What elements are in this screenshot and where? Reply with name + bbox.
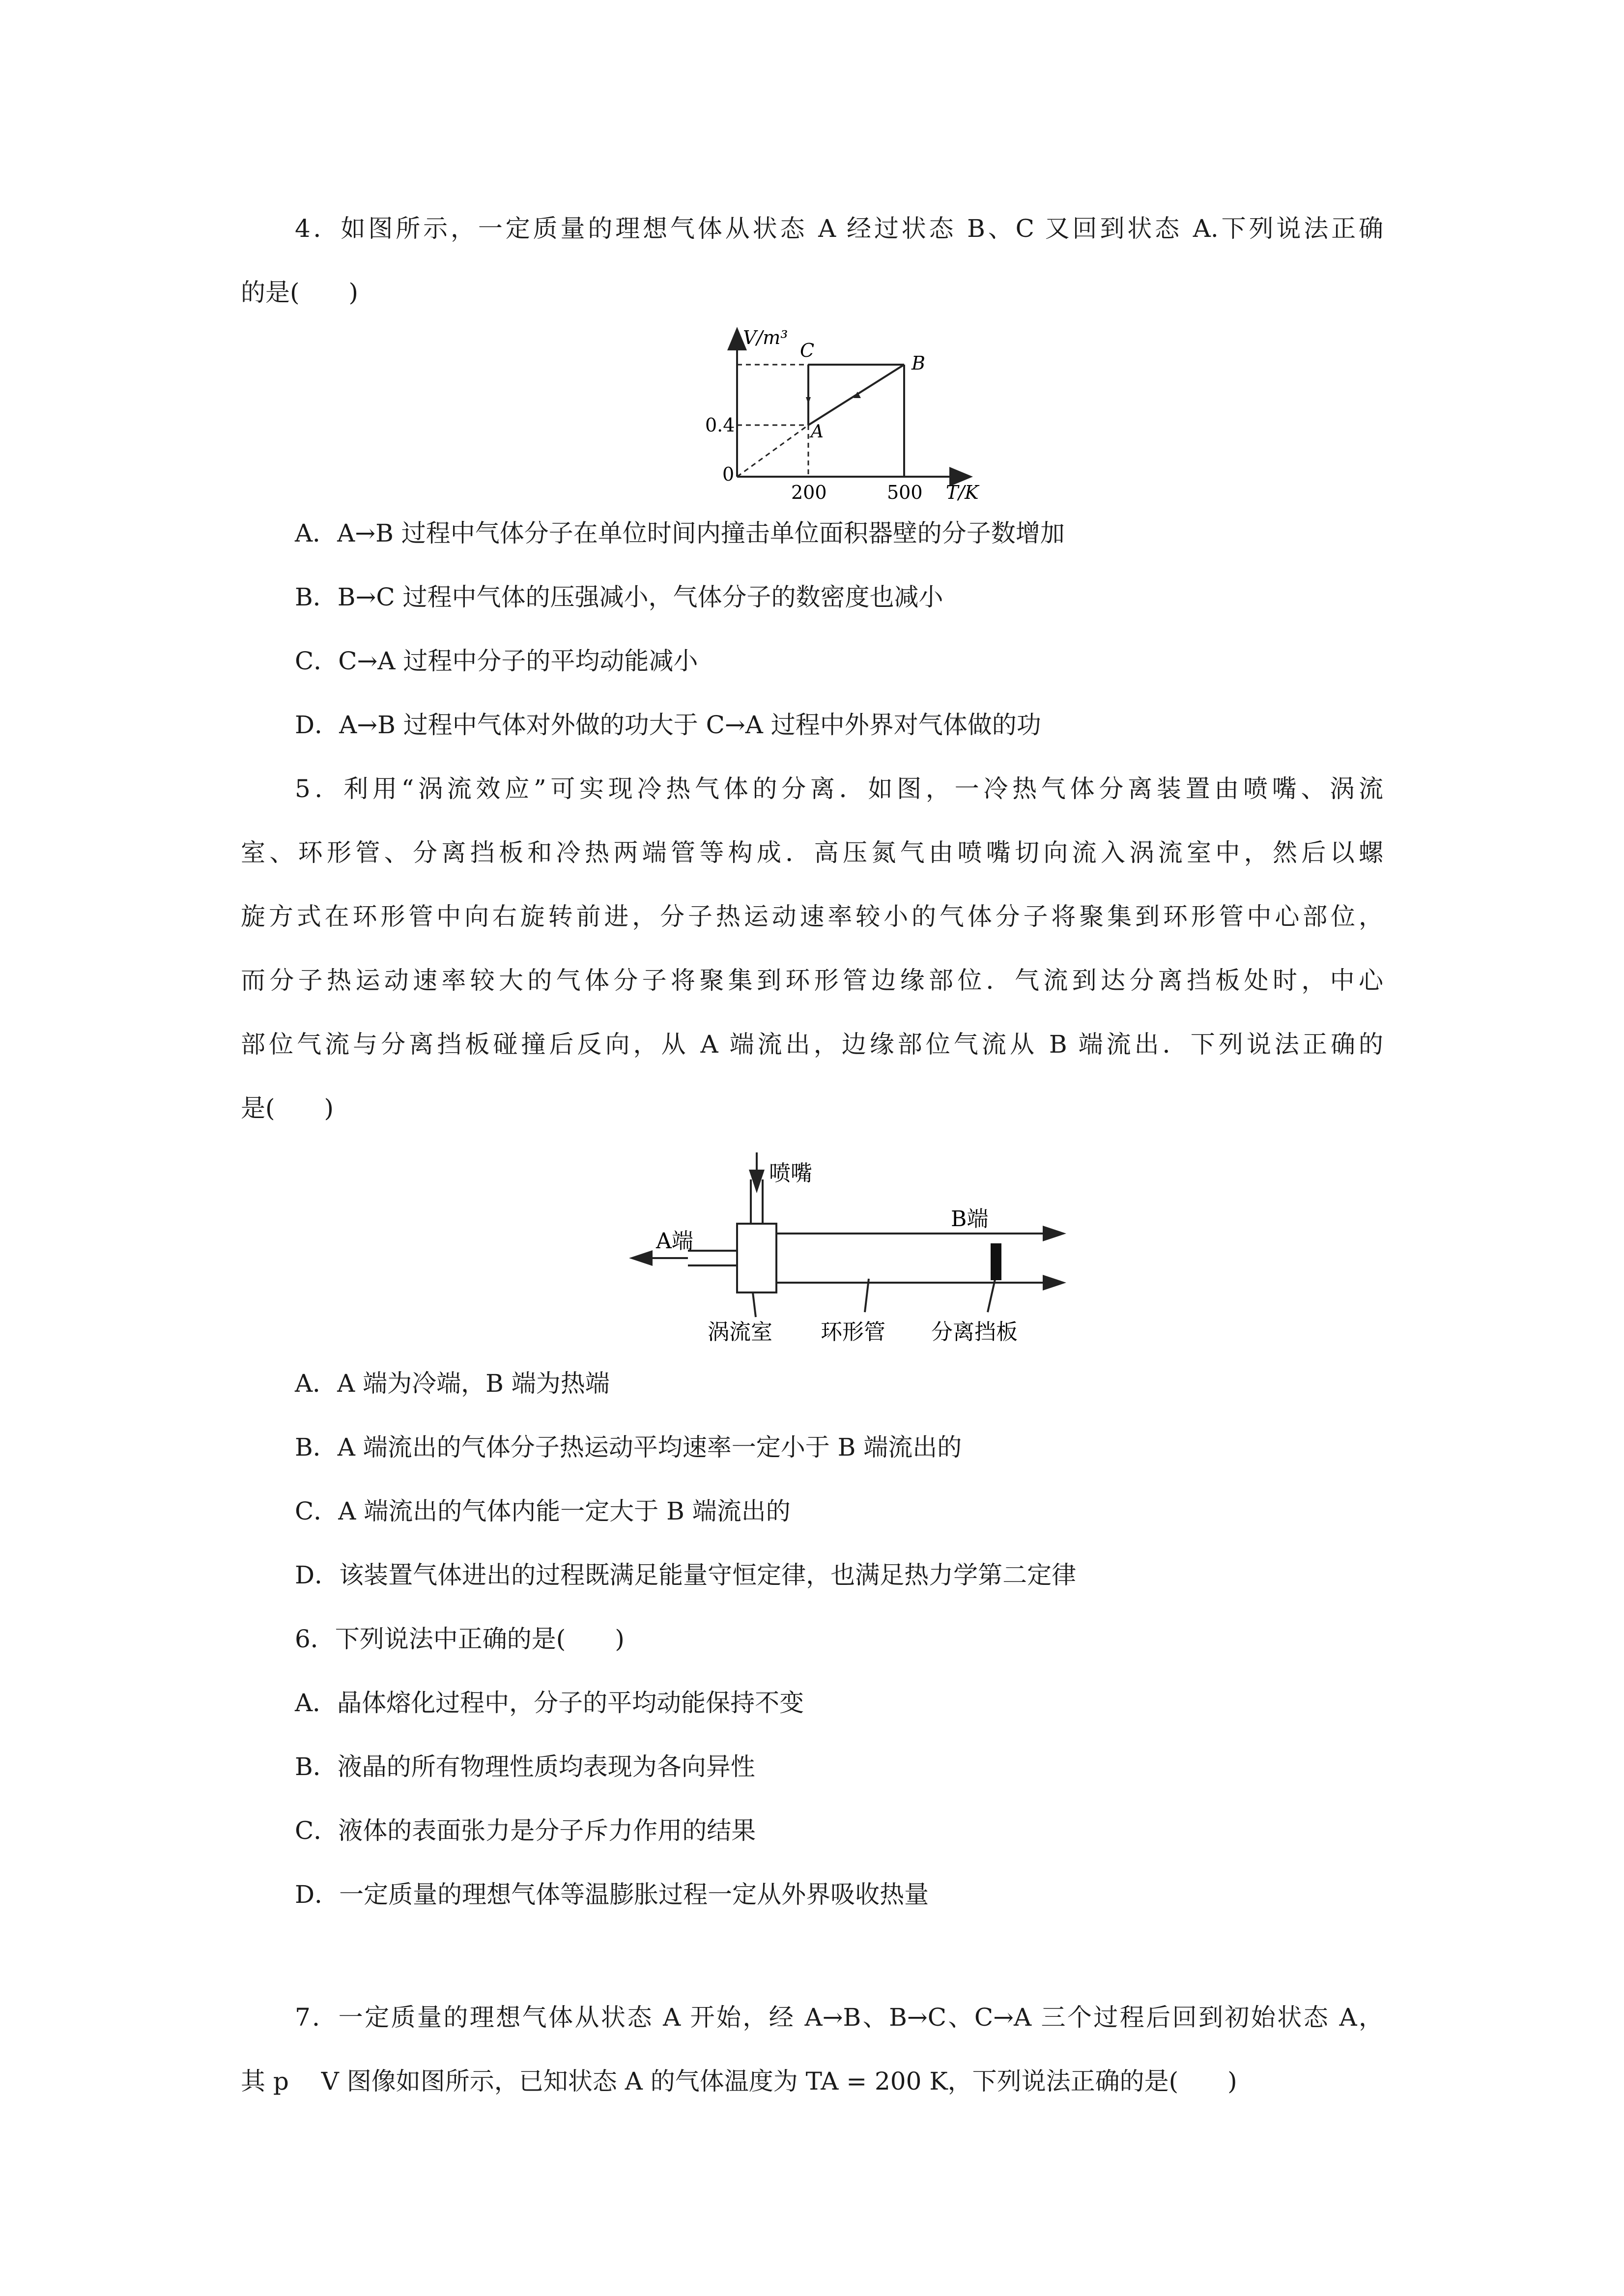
q4-vt-graph bbox=[688, 324, 1002, 501]
q5-option-d: D．该装置气体进出的过程既满足能量守恒定律，也满足热力学第二定律 bbox=[295, 1561, 1077, 1589]
dashed-guides bbox=[737, 365, 808, 477]
process-lines bbox=[808, 365, 904, 477]
q4-option-b: B．B→C 过程中气体的压强减小，气体分子的数密度也减小 bbox=[295, 583, 943, 611]
q4-option-a: A．A→B 过程中气体分子在单位时间内撞击单位面积器壁的分子数增加 bbox=[295, 519, 1065, 547]
y-tick-label: 0.4 bbox=[705, 414, 735, 436]
q5-stem-line-5: 部位气流与分离挡板碰撞后反向，从 A 端流出，边缘部位气流从 B 端流出．下列说法正确的 bbox=[241, 1030, 1383, 1059]
point-c-label: C bbox=[800, 340, 815, 361]
point-a-label: A bbox=[811, 422, 824, 442]
q6-option-b: B．液晶的所有物理性质均表现为各向异性 bbox=[295, 1752, 755, 1781]
q5-option-a: A．A 端为冷端，B 端为热端 bbox=[295, 1369, 610, 1398]
vortex-chamber bbox=[737, 1224, 776, 1292]
b-end-label: B端 bbox=[951, 1206, 989, 1232]
x-tick-500: 500 bbox=[887, 482, 923, 501]
point-b-label: B bbox=[912, 352, 925, 374]
x-axis-label: T/K bbox=[946, 482, 979, 501]
vortex-chamber-label: 涡流室 bbox=[708, 1320, 772, 1345]
q5-option-b: B．A 端流出的气体分子热运动平均速率一定小于 B 端流出的 bbox=[295, 1433, 962, 1462]
x-tick-200: 200 bbox=[791, 482, 827, 501]
q4-option-d: D．A→B 过程中气体对外做的功大于 C→A 过程中外界对气体做的功 bbox=[295, 711, 1041, 739]
q5-stem-line-6: 是( ) bbox=[241, 1094, 334, 1122]
origin-label: 0 bbox=[722, 463, 735, 485]
q7-stem-line-1: 7．一定质量的理想气体从状态 A 开始，经 A→B、B→C、C→A 三个过程后回到初始状态 A， bbox=[295, 2003, 1383, 2032]
q4-option-c: C．C→A 过程中分子的平均动能减小 bbox=[295, 647, 698, 675]
q6-option-d: D．一定质量的理想气体等温膨胀过程一定从外界吸收热量 bbox=[295, 1880, 929, 1909]
axes bbox=[737, 337, 963, 477]
q4-stem-line-2: 的是( ) bbox=[241, 278, 359, 307]
y-axis-label: V/m³ bbox=[743, 327, 788, 348]
q7-stem-line-2: 其 p V 图像如图所示，已知状态 A 的气体温度为 TA = 200 K，下列说法正确的是( ) bbox=[241, 2067, 1237, 2095]
q6-option-c: C．液体的表面张力是分子斥力作用的结果 bbox=[295, 1816, 756, 1845]
q5-option-c: C．A 端流出的气体内能一定大于 B 端流出的 bbox=[295, 1497, 791, 1525]
baffle-label: 分离挡板 bbox=[931, 1320, 1018, 1345]
q6-stem: 6．下列说法中正确的是( ) bbox=[295, 1625, 625, 1653]
separation-baffle bbox=[991, 1243, 1001, 1280]
q5-stem-line-4: 而分子热运动速率较大的气体分子将聚集到环形管边缘部位．气流到达分离挡板处时，中心 bbox=[241, 966, 1383, 995]
q4-stem-line-1: 4．如图所示，一定质量的理想气体从状态 A 经过状态 B、C 又回到状态 A.下列说法正确 bbox=[295, 214, 1383, 243]
q5-vortex-tube-diagram bbox=[624, 1150, 1066, 1347]
q5-stem-line-3: 旋方式在环形管中向右旋转前进，分子热运动速率较小的气体分子将聚集到环形管中心部位， bbox=[241, 902, 1383, 931]
q6-option-a: A．晶体熔化过程中，分子的平均动能保持不变 bbox=[295, 1689, 804, 1717]
q5-stem-line-1: 5．利用“涡流效应”可实现冷热气体的分离．如图，一冷热气体分离装置由喷嘴、涡流 bbox=[295, 775, 1383, 803]
ring-tube-label: 环形管 bbox=[821, 1320, 885, 1345]
nozzle-label: 喷嘴 bbox=[769, 1161, 812, 1186]
q5-stem-line-2: 室、环形管、分离挡板和冷热两端管等构成．高压氮气由喷嘴切向流入涡流室中，然后以螺 bbox=[241, 838, 1383, 867]
a-end-label: A端 bbox=[656, 1229, 693, 1254]
